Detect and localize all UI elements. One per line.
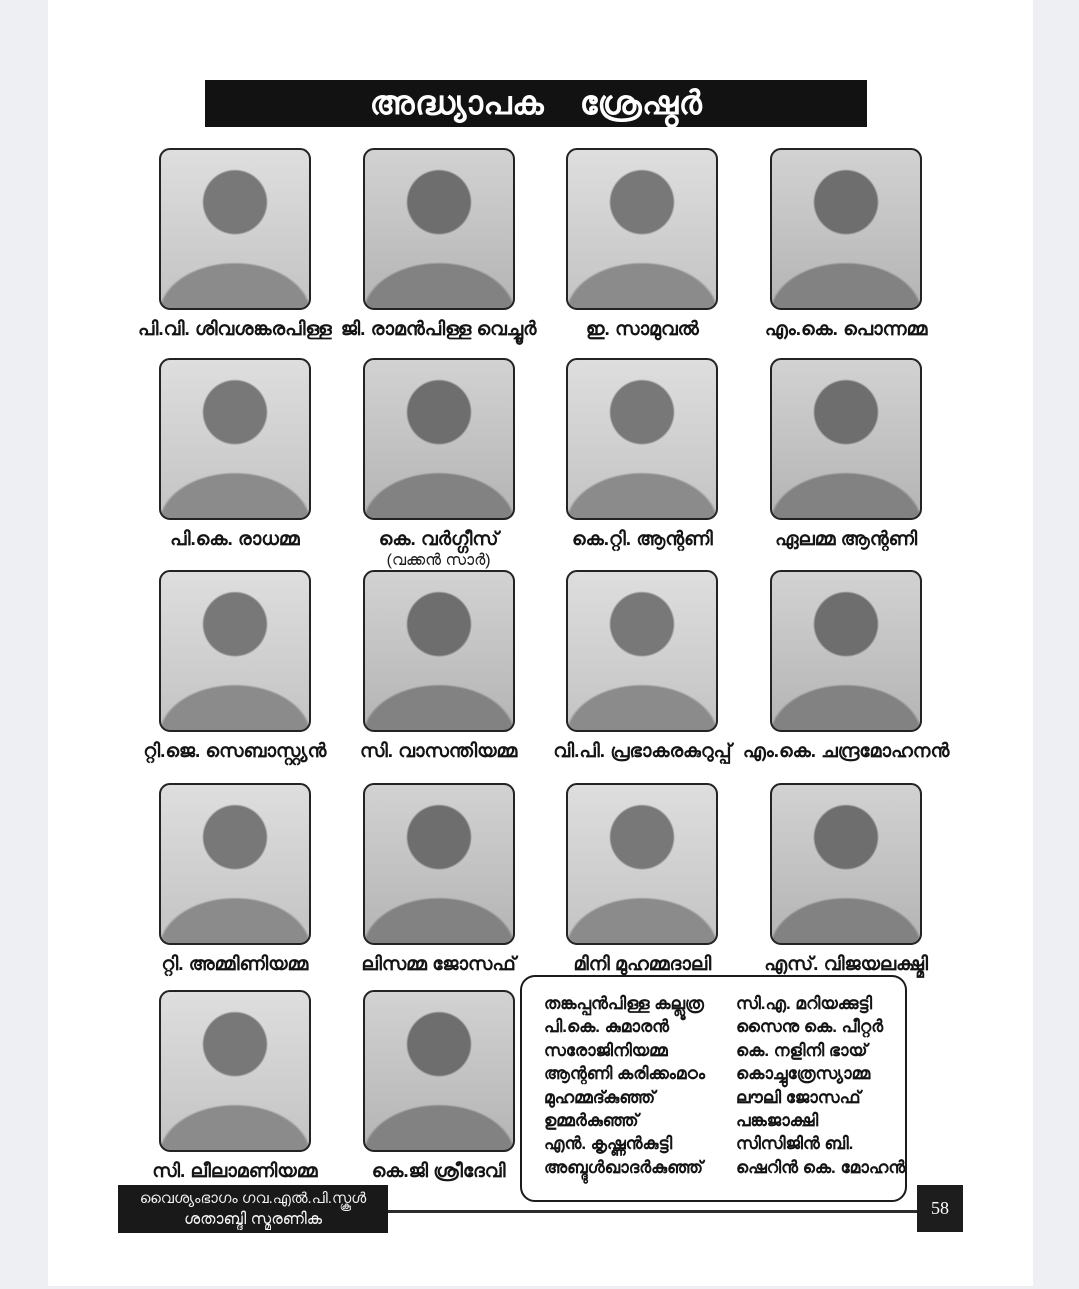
portrait-photo bbox=[770, 148, 922, 310]
teacher-cell bbox=[337, 783, 541, 976]
page-number: 58 bbox=[931, 1198, 949, 1218]
teacher-grid-row-2 bbox=[133, 358, 948, 570]
name-list-item: അബ്ദുൾഖാദർകുഞ്ഞ് bbox=[544, 1157, 703, 1177]
names-box bbox=[520, 975, 907, 1202]
teacher-name: ലിസമ്മ ജോസഫ് bbox=[361, 954, 516, 975]
teacher-cell bbox=[337, 990, 541, 1183]
teacher-cell bbox=[744, 358, 948, 570]
footer-line2: ശതാബ്ദി സ്മരണിക bbox=[184, 1211, 322, 1228]
teacher-cell bbox=[337, 358, 541, 570]
names-column-right bbox=[736, 992, 905, 1200]
name-list-item: ആന്റണി കരിക്കംമഠം bbox=[544, 1064, 705, 1084]
teacher-name: ഇ. സാമുവൽ bbox=[585, 319, 699, 340]
teacher-name: ജി. രാമൻപിള്ള വെച്ചൂർ bbox=[340, 319, 537, 340]
portrait-photo bbox=[770, 783, 922, 945]
teacher-name: വി.പി. പ്രഭാകരകുറുപ്പ് bbox=[553, 741, 732, 762]
name-list-item: തങ്കപ്പൻപിള്ള കല്ലൂത്ര bbox=[544, 994, 704, 1013]
page bbox=[48, 0, 1033, 1286]
name-list-item: കൊച്ചുത്രേസ്യാമ്മ bbox=[736, 1064, 871, 1084]
teacher-name: കെ.റ്റി. ആന്റണി bbox=[572, 529, 713, 550]
teacher-cell bbox=[133, 358, 337, 570]
portrait-photo bbox=[159, 570, 311, 732]
teacher-subtitle: (വക്കൻ സാർ) bbox=[386, 552, 491, 569]
teacher-name: സി. വാസന്തിയമ്മ bbox=[359, 741, 518, 762]
teacher-cell bbox=[541, 148, 745, 341]
portrait-photo bbox=[159, 358, 311, 520]
title-banner bbox=[205, 80, 867, 127]
teacher-grid-row-3 bbox=[133, 570, 948, 763]
name-list-item: പി.കെ. കുമാരൻ bbox=[544, 1017, 670, 1037]
name-list-item: എൻ. കൃഷ്ണൻകുട്ടി bbox=[544, 1134, 673, 1154]
page-number-box bbox=[917, 1185, 963, 1232]
teacher-cell bbox=[541, 783, 745, 976]
teacher-name: റ്റി. അമ്മിണിയമ്മ bbox=[161, 954, 309, 975]
teacher-name: എം.കെ. ചന്ദ്രമോഹനൻ bbox=[742, 741, 950, 762]
teacher-cell bbox=[133, 990, 337, 1183]
portrait-photo bbox=[159, 148, 311, 310]
portrait-photo bbox=[566, 358, 718, 520]
teacher-name: കെ. വർഗ്ഗീസ് bbox=[378, 529, 499, 550]
portrait-photo bbox=[159, 783, 311, 945]
name-list-item: മുഹമ്മദ്കുഞ്ഞ് bbox=[544, 1087, 656, 1107]
name-list-item: ലൗലി ജോസഫ് bbox=[736, 1087, 861, 1107]
names-column-left bbox=[544, 992, 736, 1200]
teacher-name: ഏലമ്മ ആന്റണി bbox=[775, 529, 918, 550]
portrait-photo bbox=[363, 358, 515, 520]
name-list-item: കെ. നളിനി ഭായ് bbox=[736, 1040, 868, 1060]
name-list-item: സിസിജിൻ ബി. bbox=[736, 1134, 854, 1154]
teacher-cell bbox=[337, 570, 541, 763]
portrait-photo bbox=[363, 990, 515, 1152]
footer-line1: വൈശ്യംഭാഗം ഗവ.എൽ.പി.സ്കൂൾ bbox=[139, 1190, 367, 1207]
portrait-photo bbox=[770, 358, 922, 520]
name-list-item: പങ്കജാക്ഷി bbox=[736, 1111, 819, 1131]
teacher-cell bbox=[744, 570, 948, 763]
teacher-name: എം.കെ. പൊന്നമ്മ bbox=[764, 319, 928, 340]
divider-rule bbox=[388, 1210, 918, 1213]
name-list-item: ഉമ്മർകുഞ്ഞ് bbox=[544, 1111, 639, 1131]
teacher-name: പി.കെ. രാധമ്മ bbox=[170, 529, 300, 550]
portrait-photo bbox=[363, 783, 515, 945]
portrait-photo bbox=[363, 148, 515, 310]
teacher-name: മിനി മുഹമ്മദാലി bbox=[573, 954, 712, 975]
name-list-item: ഷെറിൻ കെ. മോഹൻ bbox=[736, 1157, 906, 1177]
footer-banner bbox=[118, 1185, 388, 1233]
teacher-cell bbox=[541, 570, 745, 763]
teacher-cell bbox=[744, 783, 948, 976]
portrait-photo bbox=[159, 990, 311, 1152]
portrait-photo bbox=[363, 570, 515, 732]
teacher-name: സി. ലീലാമണിയമ്മ bbox=[152, 1161, 318, 1182]
name-list-item: സി.എ. മറിയക്കുട്ടി bbox=[736, 994, 873, 1013]
portrait-photo bbox=[566, 570, 718, 732]
teacher-cell bbox=[133, 148, 337, 341]
teacher-name: എസ്. വിജയലക്ഷ്മി bbox=[764, 954, 929, 975]
teacher-name: പി.വി. ശിവശങ്കരപിള്ള bbox=[138, 319, 332, 340]
teacher-grid-row-4 bbox=[133, 783, 948, 976]
name-list-item: സൈനു കെ. പീറ്റർ bbox=[736, 1017, 884, 1037]
portrait-photo bbox=[566, 148, 718, 310]
teacher-cell bbox=[337, 148, 541, 341]
teacher-name: റ്റി.ജെ. സെബാസ്റ്റ്യൻ bbox=[143, 741, 327, 762]
teacher-cell bbox=[133, 783, 337, 976]
name-list-item: സരോജിനിയമ്മ bbox=[544, 1040, 668, 1060]
page-title: അദ്ധ്യാപക ശ്രേഷ്ഠർ bbox=[369, 84, 703, 121]
portrait-photo bbox=[566, 783, 718, 945]
portrait-photo bbox=[770, 570, 922, 732]
teacher-grid-row-1 bbox=[133, 148, 948, 341]
teacher-cell bbox=[541, 358, 745, 570]
teacher-cell bbox=[744, 148, 948, 341]
teacher-cell bbox=[133, 570, 337, 763]
teacher-name: കെ.ജി ശ്രീദേവി bbox=[371, 1161, 506, 1182]
